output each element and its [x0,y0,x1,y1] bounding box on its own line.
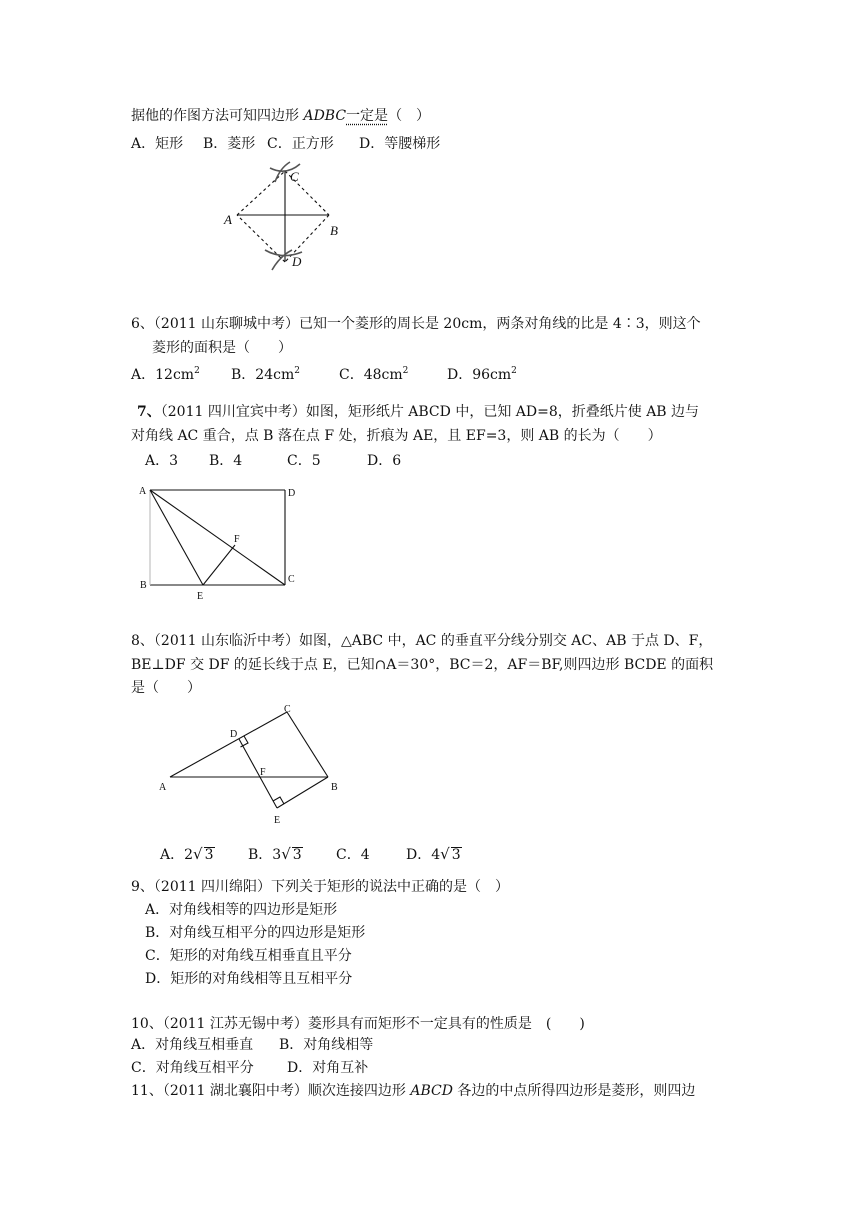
q7-option-b: B．4 [209,453,243,469]
q8-line-1: 8、（2011 山东临沂中考）如图，△ABC 中，AC 的垂直平分线分别交 AC、AB 于点 D、F， [131,633,713,649]
q10-line-1: 10、（2011 江苏无锡中考）菱形具有而矩形不一定具有的性质是 ( ) [131,1016,585,1032]
q7-options [145,452,401,470]
q8-label-b: B [331,782,338,793]
q6-line-2: 菱形的面积是（ ） [152,340,292,356]
q7-option-a: A．3 [145,453,179,469]
q8-label-e: E [274,815,281,826]
q11-post: 各边的中点所得四边形是菱形，则四边 [452,1083,696,1099]
q6-options [131,362,517,384]
q5-label-a: A [224,212,232,227]
q5-stem-dotted: 一定是 [346,108,389,124]
q7-segment-ef [203,545,235,585]
q7-label-c: C [288,574,295,585]
q8-option-a: A．2√ 3 [160,845,214,863]
q9-option-d: D．矩形的对角线相等且互相平分 [145,971,353,987]
q8-option-d: D．4√ 3 [406,845,461,863]
q5-option-c: C．正方形 [267,136,334,152]
q7-rectangle-figure [135,480,305,602]
q5-label-d: D [292,254,302,269]
q7-label-e: E [197,591,204,602]
q10-option-d: D．对角互补 [287,1060,369,1076]
q8-options [160,845,462,864]
q7-label-f: F [234,534,240,545]
q9-option-a: A．对角线相等的四边形是矩形 [145,902,338,918]
q7-line-2: 对角线 AC 重合，点 B 落在点 F 处，折痕为 AE，且 EF=3，则 AB 的长为（ ） [131,428,662,444]
q10-options-row-2 [131,1059,368,1077]
q8-segment-eb [277,777,328,808]
q7-label-a: A [139,486,147,497]
q7-option-c: C．5 [287,453,321,469]
q8-line-2: BE⊥DF 交 DF 的延长线于点 E，已知∩A＝30°，BC＝2，AF＝BF,则四边形 BCDE 的面积 [131,657,714,673]
q5-option-d: D．等腰梯形 [359,136,441,152]
q10-options-row-1 [131,1036,373,1054]
q8-segment-de [239,739,277,808]
q5-arc-bottom-2 [272,250,292,270]
q8-option-c: C．4 [336,847,370,863]
q8-label-f: F [260,767,266,778]
q6-option-c: C．$48cm^2$ [339,366,409,383]
q8-side-cb [287,712,328,777]
q5-stem-pre: 据他的作图方法可知四边形 [131,108,304,124]
q7-line-1 [137,403,699,421]
q7-number: 7、 [137,404,161,420]
q11-pre: 11、（2011 湖北襄阳中考）顺次连接四边形 [131,1083,411,1099]
q5-label-b: B [330,223,338,238]
q5-side-ac [237,171,285,215]
q11-var: ABCD [410,1083,453,1099]
q5-stem-var: ADBC [303,108,347,124]
q8-label-c: C [284,704,291,715]
q8-side-ac [170,712,287,777]
q9-option-c: C．矩形的对角线互相垂直且平分 [145,948,352,964]
q8-line-3: 是（ ） [131,680,201,696]
q10-option-a: A．对角线互相垂直 [131,1037,254,1053]
q5-option-a: A．矩形 [131,136,184,152]
q11-line-1 [131,1082,695,1100]
q9-line-1: 9、（2011 四川绵阳）下列关于矩形的说法中正确的是（ ） [131,879,509,895]
q6-line-1: 6、（2011 山东聊城中考）已知一个菱形的周长是 20cm，两条对角线的比是 4∶3，则这个 [131,316,701,332]
q5-options [131,135,440,153]
q8-label-a: A [159,782,167,793]
q10-option-b: B．对角线相等 [279,1037,374,1053]
q5-stem-post: （ ） [388,108,431,124]
q8-triangle-figure [155,700,350,828]
q7-fold-ae [150,490,203,585]
q9-option-b: B．对角线互相平分的四边形是矩形 [145,925,366,941]
q6-option-b: B．$24cm^2$ [231,366,300,383]
q7-label-b: B [140,580,147,591]
q5-label-c: C [290,169,299,184]
q8-option-b: B．3√ 3 [248,845,302,863]
q7-line-1-text: （2011 四川宜宾中考）如图，矩形纸片 ABCD 中，已知 AD=8，折叠纸片使 AB 边与 [160,404,700,420]
q5-stem [131,107,430,125]
q8-label-d: D [230,729,238,740]
q7-label-d: D [288,488,296,499]
q5-rhombus-figure [220,160,350,275]
q7-option-d: D．6 [367,453,402,469]
q6-option-a: A．$12cm^2$ [131,366,200,383]
q7-diagonal-ac [150,490,285,585]
q10-option-c: C．对角线互相平分 [131,1060,254,1076]
q6-option-d: D．$96cm^2$ [447,366,517,383]
q5-option-b: B．菱形 [203,136,256,152]
